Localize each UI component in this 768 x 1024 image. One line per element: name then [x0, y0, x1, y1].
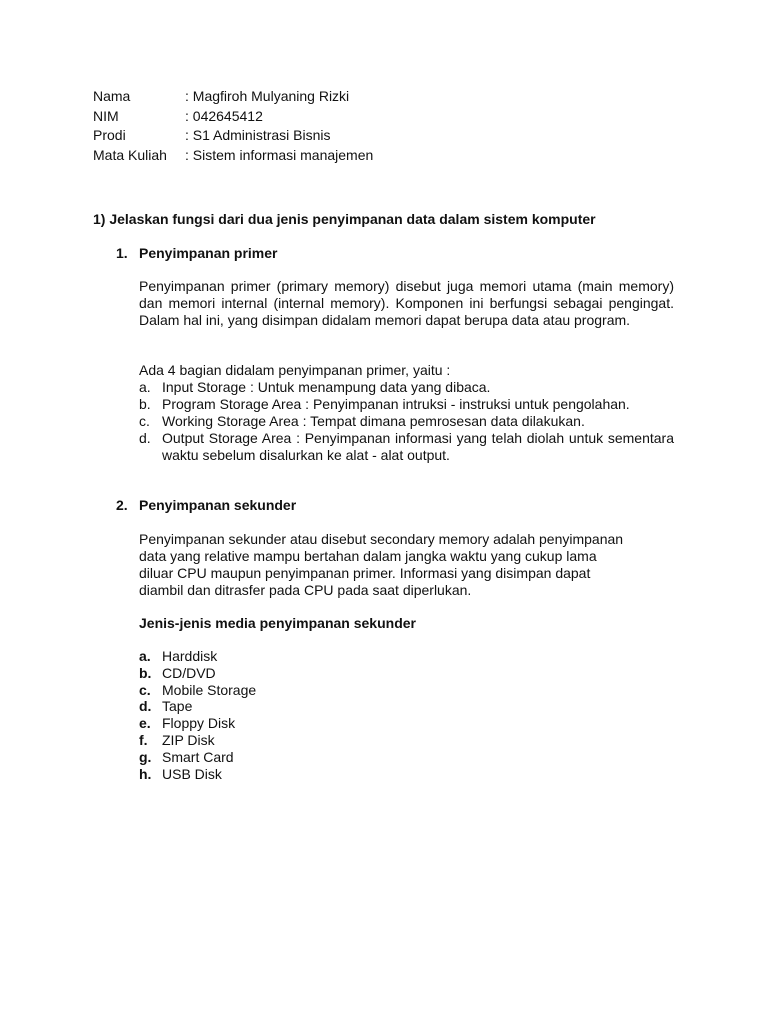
list-marker: f.: [139, 731, 148, 748]
list-item: [139, 396, 674, 413]
info-value: : Magfiroh Mulyaning Rizki: [185, 88, 350, 104]
list-marker: a.: [139, 379, 151, 395]
list-text: ZIP Disk: [162, 731, 215, 748]
list-text: Input Storage : Untuk menampung data yang dibaca.: [162, 379, 491, 395]
list-item: [139, 698, 256, 715]
section-1-number: 1.: [116, 245, 128, 261]
secondary-media-list: [139, 648, 256, 782]
paragraph-line: diambil dan ditrasfer pada CPU pada saat diperlukan.: [139, 582, 472, 598]
paragraph-line: data yang relative mampu bertahan dalam jangka waktu yang cukup lama: [139, 548, 597, 564]
list-text: Program Storage Area : Penyimpanan intruksi - instruksi untuk pengolahan.: [162, 396, 630, 412]
list-marker: b.: [139, 664, 152, 681]
list-text: CD/DVD: [162, 664, 216, 681]
section-2-number: 2.: [116, 497, 128, 513]
info-label: Prodi: [93, 127, 126, 143]
list-text: Output Storage Area : Penyimpanan informasi yang telah diolah untuk sementara waktu sebelum disalurkan ke alat - alat output.: [162, 430, 674, 463]
list-marker: c.: [139, 681, 151, 698]
list-marker: e.: [139, 715, 151, 732]
info-row-prodi: [93, 127, 373, 147]
list-item: [139, 732, 256, 749]
section-1-intro: Ada 4 bagian didalam penyimpanan primer, yaitu :: [139, 362, 451, 378]
info-label: Nama: [93, 88, 131, 104]
list-text: USB Disk: [162, 765, 222, 782]
list-item: [139, 766, 256, 783]
section-1-title: Penyimpanan primer: [139, 245, 278, 261]
list-text: Mobile Storage: [162, 681, 257, 698]
list-marker: b.: [139, 396, 151, 412]
list-item: [139, 715, 256, 732]
question-heading: 1) Jelaskan fungsi dari dua jenis penyimpanan data dalam sistem komputer: [93, 211, 596, 227]
list-text: Floppy Disk: [162, 715, 236, 732]
list-item: [139, 430, 674, 464]
list-item: [139, 749, 256, 766]
list-text: Harddisk: [162, 648, 218, 664]
student-info: [93, 88, 373, 166]
info-value: : 042645412: [185, 107, 263, 124]
paragraph-line: diluar CPU maupun penyimpanan primer. Informasi yang disimpan dapat: [139, 565, 591, 581]
info-row-mata-kuliah: [93, 147, 373, 167]
list-text: Tape: [162, 698, 193, 715]
list-marker: d.: [139, 698, 152, 715]
list-text: Working Storage Area : Tempat dimana pemrosesan data dilakukan.: [162, 413, 585, 429]
list-item: [139, 648, 256, 665]
list-item: [139, 665, 256, 682]
media-heading: Jenis-jenis media penyimpanan sekunder: [139, 615, 416, 631]
list-item: [139, 682, 256, 699]
info-row-nama: [93, 88, 373, 108]
list-text: Smart Card: [162, 748, 234, 765]
paragraph-line: Penyimpanan sekunder atau disebut secondary memory adalah penyimpanan: [139, 531, 624, 547]
list-item: [139, 379, 674, 396]
section-1-paragraph: Penyimpanan primer (primary memory) disebut juga memori utama (main memory) dan memori internal (internal memory). Komponen ini berfungsi sebagai pengingat. Dalam hal ini, yang disimpan didalam memori dapat berupa data atau program.: [139, 278, 674, 328]
list-marker: g.: [139, 748, 152, 765]
list-marker: d.: [139, 430, 151, 446]
section-2-title: Penyimpanan sekunder: [139, 497, 297, 513]
info-value: : S1 Administrasi Bisnis: [185, 127, 331, 143]
info-label: Mata Kuliah: [93, 146, 167, 163]
info-label: NIM: [93, 107, 119, 124]
list-item: [139, 413, 674, 430]
info-value: : Sistem informasi manajemen: [185, 146, 374, 163]
primary-storage-list: [139, 379, 674, 464]
info-row-nim: [93, 108, 373, 128]
list-marker: c.: [139, 413, 150, 429]
list-marker: a.: [139, 648, 151, 664]
list-marker: h.: [139, 765, 152, 782]
section-2-paragraph: [139, 531, 623, 599]
